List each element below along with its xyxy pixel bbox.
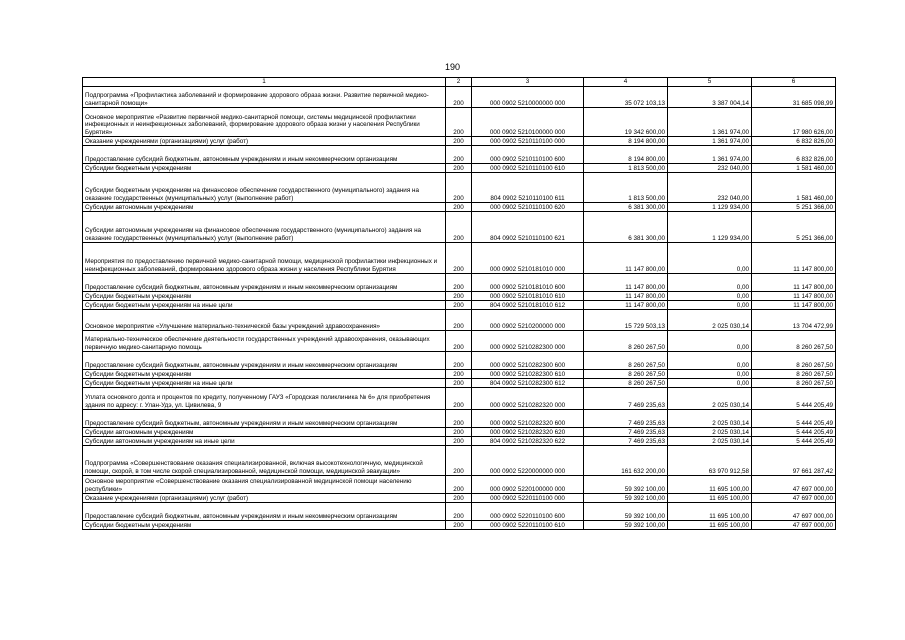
row-value-6: 8 260 267,50 bbox=[752, 352, 836, 370]
table-row bbox=[83, 388, 836, 410]
row-name: Основное мероприятие «Развитие первичной медико-санитарной помощи, системы медицинской профилактики инфекционных и неинфекционных заболеваний, формирование здорового образа жизни у населения Республики Бурятия» bbox=[83, 108, 446, 137]
row-name: Предоставление субсидий бюджетным, автономным учреждениям и иным некоммерческим организациям bbox=[83, 410, 446, 428]
row-grbs: 200 bbox=[446, 503, 472, 521]
column-header: 5 bbox=[668, 78, 752, 87]
row-value-5: 0,00 bbox=[668, 292, 752, 301]
row-grbs: 200 bbox=[446, 446, 472, 476]
row-code: 000 0902 5220110100 000 bbox=[472, 494, 584, 503]
table-row bbox=[83, 146, 836, 164]
row-value-6: 1 581 460,00 bbox=[752, 164, 836, 173]
table-row bbox=[83, 137, 836, 146]
table-row bbox=[83, 352, 836, 370]
row-value-5: 1 361 974,00 bbox=[668, 137, 752, 146]
row-name: Подпрограмма «Совершенствование оказания специализированной, включая высокотехнологичную, медицинской помощи, скорой, в том числе скорой специализированной, медицинской помощи, медицинской эвакуации» bbox=[83, 446, 446, 476]
column-header: 2 bbox=[446, 78, 472, 87]
row-value-4: 8 260 267,50 bbox=[584, 379, 668, 388]
row-value-4: 1 813 500,00 bbox=[584, 173, 668, 203]
row-name: Субсидии бюджетным учреждениям bbox=[83, 521, 446, 530]
row-value-4: 11 147 800,00 bbox=[584, 292, 668, 301]
row-name: Подпрограмма «Профилактика заболеваний и формирование здорового образа жизни. Развитие первичной медико-санитарной помощи» bbox=[83, 87, 446, 108]
row-value-6: 11 147 800,00 bbox=[752, 301, 836, 310]
row-name: Субсидии автономным учреждениям на финансовое обеспечение государственного (муниципального) задания на оказание государственных (муниципальных) услуг (выполнение работ) bbox=[83, 212, 446, 243]
row-value-5: 1 361 974,00 bbox=[668, 146, 752, 164]
table-row bbox=[83, 212, 836, 243]
row-value-4: 35 072 103,13 bbox=[584, 87, 668, 108]
row-name: Субсидии бюджетным учреждениям на иные цели bbox=[83, 379, 446, 388]
row-value-6: 5 444 205,49 bbox=[752, 428, 836, 437]
column-header: 3 bbox=[472, 78, 584, 87]
table-row bbox=[83, 243, 836, 274]
row-value-4: 7 469 235,63 bbox=[584, 428, 668, 437]
table-row bbox=[83, 521, 836, 530]
table-row bbox=[83, 108, 836, 137]
row-code: 804 0902 5210110100 611 bbox=[472, 173, 584, 203]
row-name: Субсидии бюджетным учреждениям bbox=[83, 292, 446, 301]
row-value-4: 8 194 800,00 bbox=[584, 137, 668, 146]
row-value-6: 13 704 472,99 bbox=[752, 310, 836, 331]
row-name: Предоставление субсидий бюджетным, автономным учреждениям и иным некоммерческим организациям bbox=[83, 352, 446, 370]
row-name: Уплата основного долга и процентов по кредиту, полученному ГАУЗ «Городская поликлиника № 6» для приобретения здания по адресу: г. Улан-Удэ, ул. Цивилева, 9 bbox=[83, 388, 446, 410]
table-row bbox=[83, 494, 836, 503]
row-code: 000 0902 5210282320 620 bbox=[472, 428, 584, 437]
row-value-4: 11 147 800,00 bbox=[584, 243, 668, 274]
row-value-4: 59 392 100,00 bbox=[584, 503, 668, 521]
row-value-5: 1 129 934,00 bbox=[668, 203, 752, 212]
row-name: Субсидии бюджетным учреждениям на финансовое обеспечение государственного (муниципального) задания на оказание государственных (муниципальных) услуг (выполнение работ) bbox=[83, 173, 446, 203]
budget-table bbox=[82, 77, 836, 530]
row-value-6: 47 697 000,00 bbox=[752, 476, 836, 494]
table-row bbox=[83, 164, 836, 173]
row-value-6: 5 444 205,49 bbox=[752, 388, 836, 410]
page-number: 190 bbox=[444, 62, 461, 72]
row-value-5: 0,00 bbox=[668, 301, 752, 310]
row-value-5: 11 695 100,00 bbox=[668, 503, 752, 521]
row-value-6: 11 147 800,00 bbox=[752, 292, 836, 301]
row-value-6: 6 832 826,00 bbox=[752, 137, 836, 146]
row-code: 000 0902 5210200000 000 bbox=[472, 310, 584, 331]
row-code: 000 0902 5210000000 000 bbox=[472, 87, 584, 108]
row-grbs: 200 bbox=[446, 370, 472, 379]
row-name: Субсидии автономным учреждениям bbox=[83, 203, 446, 212]
row-value-5: 0,00 bbox=[668, 243, 752, 274]
row-grbs: 200 bbox=[446, 331, 472, 352]
row-value-6: 47 697 000,00 bbox=[752, 494, 836, 503]
row-code: 000 0902 5220110100 600 bbox=[472, 503, 584, 521]
row-code: 000 0902 5210110100 610 bbox=[472, 164, 584, 173]
row-name: Предоставление субсидий бюджетным, автономным учреждениям и иным некоммерческим организациям bbox=[83, 146, 446, 164]
row-value-6: 17 980 626,00 bbox=[752, 108, 836, 137]
row-value-5: 2 025 030,14 bbox=[668, 428, 752, 437]
row-value-4: 59 392 100,00 bbox=[584, 476, 668, 494]
row-code: 000 0902 5220000000 000 bbox=[472, 446, 584, 476]
row-value-4: 8 260 267,50 bbox=[584, 370, 668, 379]
row-grbs: 200 bbox=[446, 437, 472, 446]
row-grbs: 200 bbox=[446, 379, 472, 388]
row-value-4: 59 392 100,00 bbox=[584, 494, 668, 503]
row-code: 000 0902 5210282320 600 bbox=[472, 410, 584, 428]
row-value-5: 0,00 bbox=[668, 370, 752, 379]
column-header: 6 bbox=[752, 78, 836, 87]
table-row bbox=[83, 331, 836, 352]
row-value-6: 11 147 800,00 bbox=[752, 243, 836, 274]
row-value-5: 0,00 bbox=[668, 331, 752, 352]
row-code: 804 0902 5210282320 622 bbox=[472, 437, 584, 446]
row-value-4: 161 632 200,00 bbox=[584, 446, 668, 476]
row-value-5: 1 129 934,00 bbox=[668, 212, 752, 243]
row-grbs: 200 bbox=[446, 137, 472, 146]
row-grbs: 200 bbox=[446, 243, 472, 274]
row-grbs: 200 bbox=[446, 212, 472, 243]
row-value-6: 97 661 287,42 bbox=[752, 446, 836, 476]
row-grbs: 200 bbox=[446, 310, 472, 331]
row-name: Основное мероприятие «Совершенствование оказания специализированной медицинской помощи населению республики» bbox=[83, 476, 446, 494]
row-grbs: 200 bbox=[446, 146, 472, 164]
row-value-5: 2 025 030,14 bbox=[668, 310, 752, 331]
row-value-5: 0,00 bbox=[668, 352, 752, 370]
row-code: 000 0902 5210110100 000 bbox=[472, 137, 584, 146]
row-grbs: 200 bbox=[446, 494, 472, 503]
column-header: 1 bbox=[83, 78, 446, 87]
row-value-5: 11 695 100,00 bbox=[668, 521, 752, 530]
row-value-4: 8 194 800,00 bbox=[584, 146, 668, 164]
row-value-6: 31 685 098,99 bbox=[752, 87, 836, 108]
row-value-4: 6 381 300,00 bbox=[584, 212, 668, 243]
row-code: 000 0902 5210181010 600 bbox=[472, 274, 584, 292]
row-code: 000 0902 5210181010 000 bbox=[472, 243, 584, 274]
table-row bbox=[83, 379, 836, 388]
row-grbs: 200 bbox=[446, 388, 472, 410]
row-value-4: 15 729 503,13 bbox=[584, 310, 668, 331]
row-value-4: 7 469 235,63 bbox=[584, 437, 668, 446]
row-value-5: 1 361 974,00 bbox=[668, 108, 752, 137]
row-value-6: 8 260 267,50 bbox=[752, 379, 836, 388]
row-value-5: 232 040,00 bbox=[668, 164, 752, 173]
table-row bbox=[83, 437, 836, 446]
row-value-6: 5 444 205,49 bbox=[752, 410, 836, 428]
row-value-4: 7 469 235,63 bbox=[584, 388, 668, 410]
row-value-5: 0,00 bbox=[668, 379, 752, 388]
row-code: 000 0902 5220100000 000 bbox=[472, 476, 584, 494]
row-grbs: 200 bbox=[446, 352, 472, 370]
row-value-5: 232 040,00 bbox=[668, 173, 752, 203]
row-value-4: 19 342 600,00 bbox=[584, 108, 668, 137]
row-value-6: 8 260 267,50 bbox=[752, 370, 836, 379]
row-value-5: 0,00 bbox=[668, 274, 752, 292]
row-code: 000 0902 5210282320 000 bbox=[472, 388, 584, 410]
table-row bbox=[83, 87, 836, 108]
row-code: 804 0902 5210282300 612 bbox=[472, 379, 584, 388]
row-value-5: 11 695 100,00 bbox=[668, 494, 752, 503]
row-name: Субсидии автономным учреждениям на иные цели bbox=[83, 437, 446, 446]
table-row bbox=[83, 301, 836, 310]
row-grbs: 200 bbox=[446, 521, 472, 530]
row-name: Субсидии бюджетным учреждениям bbox=[83, 370, 446, 379]
row-grbs: 200 bbox=[446, 173, 472, 203]
row-grbs: 200 bbox=[446, 203, 472, 212]
table-row bbox=[83, 446, 836, 476]
row-code: 000 0902 5220110100 610 bbox=[472, 521, 584, 530]
row-value-6: 5 251 366,00 bbox=[752, 203, 836, 212]
row-code: 000 0902 5210282300 000 bbox=[472, 331, 584, 352]
table-row bbox=[83, 274, 836, 292]
row-code: 000 0902 5210100000 000 bbox=[472, 108, 584, 137]
row-value-6: 1 581 460,00 bbox=[752, 173, 836, 203]
table-row bbox=[83, 173, 836, 203]
row-name: Предоставление субсидий бюджетным, автономным учреждениям и иным некоммерческим организациям bbox=[83, 274, 446, 292]
table-row bbox=[83, 503, 836, 521]
row-value-6: 6 832 826,00 bbox=[752, 146, 836, 164]
row-grbs: 200 bbox=[446, 428, 472, 437]
row-grbs: 200 bbox=[446, 108, 472, 137]
table-row bbox=[83, 370, 836, 379]
header-row bbox=[83, 78, 836, 87]
row-value-6: 5 251 366,00 bbox=[752, 212, 836, 243]
row-code: 000 0902 5210181010 610 bbox=[472, 292, 584, 301]
row-code: 000 0902 5210110100 600 bbox=[472, 146, 584, 164]
row-grbs: 200 bbox=[446, 274, 472, 292]
row-grbs: 200 bbox=[446, 292, 472, 301]
row-code: 804 0902 5210110100 621 bbox=[472, 212, 584, 243]
row-name: Материально-техническое обеспечение деятельности государственных учреждений здравоохранения, оказывающих первичную медико-санитарную помощь bbox=[83, 331, 446, 352]
row-name: Основное мероприятие «Улучшение материально-технической базы учреждений здравоохранения» bbox=[83, 310, 446, 331]
table-row bbox=[83, 410, 836, 428]
row-value-5: 3 387 004,14 bbox=[668, 87, 752, 108]
row-name: Оказание учреждениями (организациями) услуг (работ) bbox=[83, 494, 446, 503]
table-row bbox=[83, 476, 836, 494]
row-value-5: 2 025 030,14 bbox=[668, 410, 752, 428]
row-name: Мероприятия по предоставлению первичной медико-санитарной помощи, медицинской профилактики инфекционных и неинфекционных заболеваний, формированию здорового образа жизни у населения Республики Бурятия bbox=[83, 243, 446, 274]
row-grbs: 200 bbox=[446, 301, 472, 310]
row-value-6: 47 697 000,00 bbox=[752, 521, 836, 530]
row-value-6: 8 260 267,50 bbox=[752, 331, 836, 352]
row-grbs: 200 bbox=[446, 410, 472, 428]
row-value-4: 59 392 100,00 bbox=[584, 521, 668, 530]
row-code: 000 0902 5210282300 600 bbox=[472, 352, 584, 370]
table-row bbox=[83, 292, 836, 301]
row-code: 000 0902 5210282300 610 bbox=[472, 370, 584, 379]
row-value-5: 11 695 100,00 bbox=[668, 476, 752, 494]
row-name: Оказание учреждениями (организациями) услуг (работ) bbox=[83, 137, 446, 146]
row-value-4: 1 813 500,00 bbox=[584, 164, 668, 173]
table-row bbox=[83, 428, 836, 437]
row-value-5: 2 025 030,14 bbox=[668, 388, 752, 410]
row-grbs: 200 bbox=[446, 164, 472, 173]
row-value-4: 8 260 267,50 bbox=[584, 331, 668, 352]
row-value-5: 63 970 912,58 bbox=[668, 446, 752, 476]
table-row bbox=[83, 310, 836, 331]
row-value-4: 11 147 800,00 bbox=[584, 301, 668, 310]
row-value-4: 8 260 267,50 bbox=[584, 352, 668, 370]
row-code: 804 0902 5210181010 612 bbox=[472, 301, 584, 310]
table-row bbox=[83, 203, 836, 212]
row-value-4: 6 381 300,00 bbox=[584, 203, 668, 212]
column-header: 4 bbox=[584, 78, 668, 87]
row-name: Предоставление субсидий бюджетным, автономным учреждениям и иным некоммерческим организациям bbox=[83, 503, 446, 521]
row-name: Субсидии автономным учреждениям bbox=[83, 428, 446, 437]
row-value-6: 5 444 205,49 bbox=[752, 437, 836, 446]
row-grbs: 200 bbox=[446, 87, 472, 108]
row-value-6: 11 147 800,00 bbox=[752, 274, 836, 292]
row-grbs: 200 bbox=[446, 476, 472, 494]
row-name: Субсидии бюджетным учреждениям bbox=[83, 164, 446, 173]
row-value-4: 7 469 235,63 bbox=[584, 410, 668, 428]
row-value-6: 47 697 000,00 bbox=[752, 503, 836, 521]
row-name: Субсидии бюджетным учреждениям на иные цели bbox=[83, 301, 446, 310]
row-code: 000 0902 5210110100 620 bbox=[472, 203, 584, 212]
row-value-5: 2 025 030,14 bbox=[668, 437, 752, 446]
row-value-4: 11 147 800,00 bbox=[584, 274, 668, 292]
